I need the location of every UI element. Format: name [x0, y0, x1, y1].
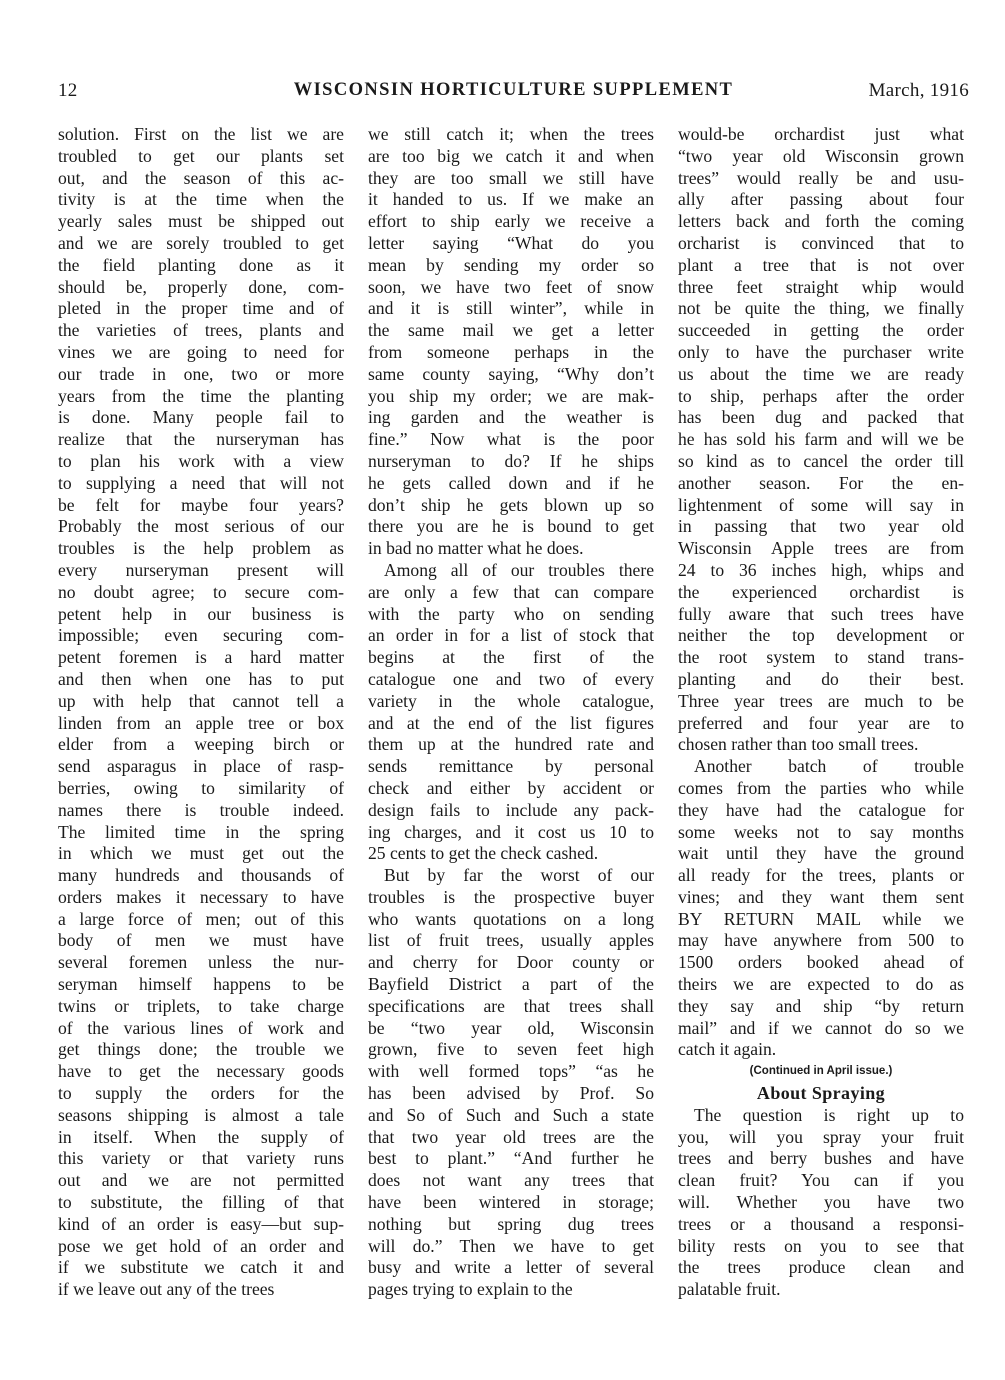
text-line: preferred and four year are to [678, 712, 964, 733]
text-line: letters back and forth the coming [678, 211, 964, 232]
text-line: 24 to 36 inches high, whips and [678, 559, 964, 580]
text-line: he gets called down and if he [368, 472, 654, 493]
text-line: letter saying “What do you [368, 232, 654, 253]
text-line: orders makes it necessary to have [58, 886, 344, 907]
text-line: have been wintered in storage; [368, 1192, 654, 1213]
text-line: in passing that two year old [678, 516, 964, 537]
text-line: and So of Such and Such a state [368, 1104, 654, 1125]
text-line: list of fruit trees, usually apples [368, 930, 654, 951]
text-line: send asparagus in place of rasp- [58, 756, 344, 777]
text-line: elder from a weeping birch or [58, 734, 344, 755]
text-line: that two year old trees are the [368, 1126, 654, 1147]
text-line: trees or a thousand a responsi- [678, 1213, 964, 1234]
text-line: there you are he is bound to get [368, 516, 654, 537]
text-line: not be quite the thing, we finally [678, 298, 964, 319]
text-line: comes from the parties who while [678, 777, 964, 798]
text-line: them up at the hundred rate and [368, 734, 654, 755]
text-line: But by far the worst of our [384, 865, 654, 886]
text-line: chosen rather than too small trees. [678, 734, 919, 755]
text-line: succeeded in getting the order [678, 320, 964, 341]
text-line: tivity is at the time when the [58, 189, 344, 210]
text-line: mean by sending my order so [368, 254, 654, 275]
text-line: to supply the orders for the [58, 1083, 344, 1104]
text-line: catch it again. [678, 1039, 777, 1060]
text-line: all ready for the trees, plants or [678, 865, 964, 886]
text-line: ing charges, and it cost us 10 to [368, 821, 654, 842]
text-line: realize that the nurseryman has [58, 429, 344, 450]
text-line: many hundreds and thousands of [58, 865, 344, 886]
text-line: he has sold his farm and will we be [678, 429, 964, 450]
text-line: and cherry for Door county or [368, 952, 654, 973]
page-header [58, 80, 969, 108]
text-line: check and either by accident or [368, 777, 654, 798]
text-line: 1500 orders booked ahead of [678, 952, 964, 973]
text-line: who wants quotations on a long [368, 908, 654, 929]
text-line: does not want any trees that [368, 1170, 654, 1191]
text-line: pages trying to explain to the [368, 1279, 573, 1300]
text-line: catalogue one and two of every [368, 668, 654, 689]
text-line: seasons shipping is almost a tale [58, 1104, 344, 1125]
text-line: The question is right up to [694, 1104, 964, 1125]
text-line: are too big we catch it and when [368, 145, 654, 166]
text-line: “two year old Wisconsin grown [678, 145, 964, 166]
text-line: Probably the most serious of our [58, 516, 344, 537]
text-line: you, will you spray your fruit [678, 1126, 964, 1147]
text-line: grown, five to seven feet high [368, 1039, 654, 1060]
text-line: are only a few that can compare [368, 581, 654, 602]
text-line: an order in for a list of stock that [368, 625, 654, 646]
text-line: out, and the season of this ac- [58, 167, 344, 188]
continued-note: (Continued in April issue.) [749, 1065, 893, 1078]
text-line: The limited time in the spring [58, 821, 344, 842]
journal-title: WISCONSIN HORTICULTURE SUPPLEMENT [293, 80, 734, 100]
text-line: neither the top development or [678, 625, 964, 646]
text-line: and at the end of the list figures [368, 712, 654, 733]
issue-date: March, 1916 [868, 80, 969, 101]
text-column-1 [58, 124, 344, 1301]
text-line: ing garden and the weather is [368, 407, 654, 428]
text-line: us about the time we are ready [678, 363, 964, 384]
text-line: mail” and if we cannot do so we [678, 1017, 964, 1038]
text-line: from someone perhaps in the [368, 341, 654, 362]
text-line: to ship, perhaps after the order [678, 385, 964, 406]
text-line: has been dug and packed that [678, 407, 964, 428]
text-line: vines; and they want them sent [678, 886, 964, 907]
text-line: they are too small we still have [368, 167, 654, 188]
text-line: 25 cents to get the check cashed. [368, 843, 599, 864]
text-line: is done. Many people fail to [58, 407, 344, 428]
text-line: nurseryman to do? If he ships [368, 450, 654, 471]
text-line: three feet straight whip would [678, 276, 964, 297]
text-column-2 [368, 124, 654, 1301]
text-line: clean fruit? You can if you [678, 1170, 964, 1191]
text-line: and then when one has to put [58, 668, 344, 689]
text-line: up with help that cannot tell a [58, 690, 344, 711]
text-line: wait until they have the ground [678, 843, 964, 864]
text-line: specifications are that trees shall [368, 995, 654, 1016]
text-line: will do.” Then we have to get [368, 1235, 654, 1256]
text-line: begins at the first of the [368, 647, 654, 668]
text-line: Another batch of trouble [694, 756, 964, 777]
text-line: of the various lines of work and [58, 1017, 344, 1038]
text-line: get things done; the trouble we [58, 1039, 344, 1060]
text-line: palatable fruit. [678, 1279, 781, 1300]
text-line: Three year trees are much to be [678, 690, 964, 711]
text-column-3 [678, 124, 964, 1301]
text-line: the trees produce clean and [678, 1257, 964, 1278]
text-line: solution. First on the list we are [58, 124, 344, 144]
text-line: have to get the necessary goods [58, 1061, 344, 1082]
text-line: variety in the whole catalogue, [368, 690, 654, 711]
text-line: to substitute, the filling of that [58, 1192, 344, 1213]
text-line: the root system to stand trans- [678, 647, 964, 668]
text-line: nothing but spring dug trees [368, 1213, 654, 1234]
text-line: with the party who on sending [368, 603, 654, 624]
text-line: we still catch it; when the trees [368, 124, 654, 144]
text-line: sends remittance by personal [368, 756, 654, 777]
text-line: if we substitute we catch it and [58, 1257, 344, 1278]
text-line: orcharist is convinced that to [678, 232, 964, 253]
text-line: don’t ship he gets blown up so [368, 494, 654, 515]
section-heading: About Spraying [756, 1083, 886, 1104]
text-line: several foremen unless the nur- [58, 952, 344, 973]
text-line: should be, properly done, com- [58, 276, 344, 297]
text-line: troubles is the prospective buyer [368, 886, 654, 907]
text-line: soon, we have two feet of snow [368, 276, 654, 297]
text-line: petent help in our business is [58, 603, 344, 624]
text-line: a large force of men; out of this [58, 908, 344, 929]
text-line: every nurseryman present will [58, 559, 344, 580]
text-line: no doubt agree; to secure com- [58, 581, 344, 602]
text-line: Bayfield District a part of the [368, 974, 654, 995]
text-line: BY RETURN MAIL while we [678, 908, 964, 929]
text-line: ally after passing about four [678, 189, 964, 210]
text-line: troubles is the help problem as [58, 538, 344, 559]
text-line: another season. For the en- [678, 472, 964, 493]
text-line: kind of an order is easy—but sup- [58, 1213, 344, 1234]
text-line: same county saying, “Why don’t [368, 363, 654, 384]
text-line: and it is still winter”, while in [368, 298, 654, 319]
text-line: would-be orchardist just what [678, 124, 964, 144]
page-number: 12 [58, 80, 78, 101]
text-line: you ship my order; we are mak- [368, 385, 654, 406]
text-line: names there is trouble indeed. [58, 799, 344, 820]
text-line: be “two year old, Wisconsin [368, 1017, 654, 1038]
text-line: best to plant.” “And further he [368, 1148, 654, 1169]
text-line: be felt for maybe four years? [58, 494, 344, 515]
text-line: the field planting done as it [58, 254, 344, 275]
text-line: out and we are not permitted [58, 1170, 344, 1191]
text-line: plant a tree that is not over [678, 254, 964, 275]
text-line: in which we must get out the [58, 843, 344, 864]
text-line: in bad no matter what he does. [368, 538, 584, 559]
text-line: to supplying a need that will not [58, 472, 344, 493]
text-line: will. Whether you have two [678, 1192, 964, 1213]
text-line: to plan his work with a view [58, 450, 344, 471]
text-line: fully aware that such trees have [678, 603, 964, 624]
text-line: Wisconsin Apple trees are from [678, 538, 964, 559]
text-line: has been advised by Prof. So [368, 1083, 654, 1104]
text-line: Among all of our troubles there [384, 559, 654, 580]
text-line: the experienced orchardist is [678, 581, 964, 602]
text-line: bility rests on you to see that [678, 1235, 964, 1256]
text-line: busy and write a letter of several [368, 1257, 654, 1278]
text-line: they have had the catalogue for [678, 799, 964, 820]
text-line: fine.” Now what is the poor [368, 429, 654, 450]
text-line: in itself. When the supply of [58, 1126, 344, 1147]
text-line: vines we are going to need for [58, 341, 344, 362]
text-line: trees” would really be and usu- [678, 167, 964, 188]
text-line: so kind as to cancel the order till [678, 450, 964, 471]
text-line: it handed to us. If we make an [368, 189, 654, 210]
text-line: yearly sales must be shipped out [58, 211, 344, 232]
text-line: petent foremen is a hard matter [58, 647, 344, 668]
text-line: some weeks not to say months [678, 821, 964, 842]
text-line: only to have the purchaser write [678, 341, 964, 362]
text-line: body of men we must have [58, 930, 344, 951]
text-line: berries, owing to similarity of [58, 777, 344, 798]
text-line: they say and ship “by return [678, 995, 964, 1016]
text-line: theirs we are expected to do as [678, 974, 964, 995]
text-line: the varieties of trees, plants and [58, 320, 344, 341]
text-line: linden from an apple tree or box [58, 712, 344, 733]
text-line: design fails to include any pack- [368, 799, 654, 820]
text-line: planting and do their best. [678, 668, 964, 689]
text-line: our trade in one, two or more [58, 363, 344, 384]
text-line: years from the time the planting [58, 385, 344, 406]
text-line: if we leave out any of the trees [58, 1279, 275, 1300]
text-line: lightenment of some will say in [678, 494, 964, 515]
text-line: and we are sorely troubled to get [58, 232, 344, 253]
text-line: twins or triplets, to take charge [58, 995, 344, 1016]
text-line: pleted in the proper time and of [58, 298, 344, 319]
text-line: the same mail we get a letter [368, 320, 654, 341]
text-line: effort to ship early we receive a [368, 211, 654, 232]
text-line: seryman himself happens to be [58, 974, 344, 995]
text-line: impossible; even securing com- [58, 625, 344, 646]
text-line: may have anywhere from 500 to [678, 930, 964, 951]
text-line: trees and berry bushes and have [678, 1148, 964, 1169]
text-line: with well formed tops” “as he [368, 1061, 654, 1082]
text-line: pose we get hold of an order and [58, 1235, 344, 1256]
text-line: this variety or that variety runs [58, 1148, 344, 1169]
text-line: troubled to get our plants set [58, 145, 344, 166]
